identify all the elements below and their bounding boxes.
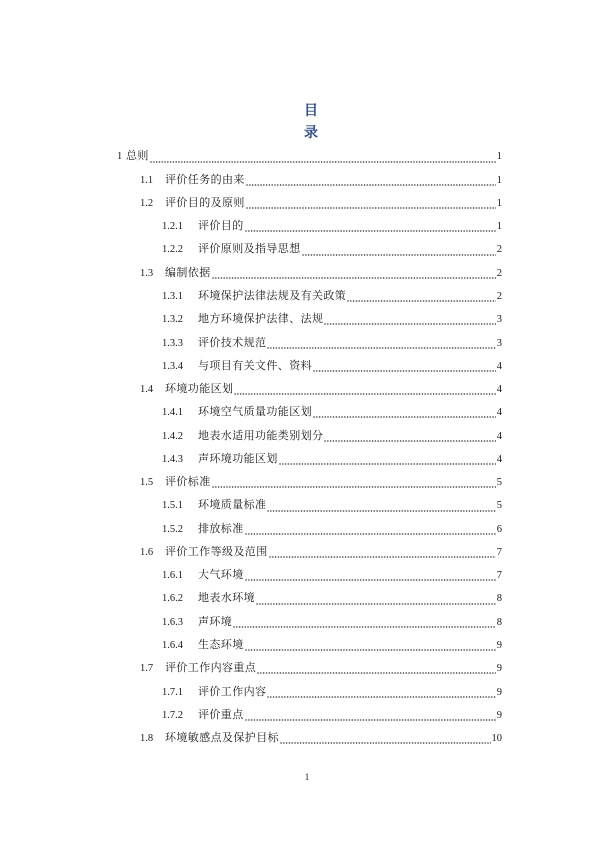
dot-leader	[256, 603, 496, 605]
toc-entry[interactable]	[117, 681, 502, 704]
toc-entry-page: 4	[496, 430, 502, 442]
dot-leader	[150, 161, 496, 163]
toc-entry[interactable]	[117, 285, 502, 308]
toc-entry[interactable]	[117, 169, 502, 192]
toc-entry[interactable]	[117, 634, 502, 657]
toc-entry-page: 2	[496, 244, 502, 256]
toc-entry-page: 1	[496, 221, 502, 233]
dot-leader	[313, 370, 496, 372]
toc-entry-number: 1.3.1	[162, 290, 183, 302]
toc-entry-page: 7	[496, 546, 502, 558]
toc-entry-title: 与项目有关文件、资料	[198, 359, 312, 372]
toc-entry-title: 声环境功能区划	[198, 452, 278, 465]
dot-leader	[245, 719, 496, 721]
toc-entry[interactable]	[117, 727, 502, 750]
toc-entry[interactable]	[117, 541, 502, 564]
dot-leader	[246, 184, 496, 186]
toc-entry-title: 环境保护法律法规及有关政策	[198, 289, 347, 302]
table-of-contents	[117, 145, 502, 750]
toc-entry-number: 1.2	[140, 197, 154, 209]
toc-entry-number: 1.8	[140, 733, 154, 745]
toc-entry[interactable]	[117, 564, 502, 587]
toc-entry-number: 1.2.2	[162, 244, 183, 256]
dot-leader	[212, 277, 496, 279]
toc-entry[interactable]	[117, 355, 502, 378]
dot-leader	[267, 347, 495, 349]
dot-leader	[267, 510, 495, 512]
toc-entry-page: 5	[496, 500, 502, 512]
dot-leader	[245, 533, 496, 535]
toc-entry-page: 2	[496, 267, 502, 279]
toc-entry-number: 1.5.2	[162, 523, 183, 535]
toc-entry-page: 2	[496, 290, 502, 302]
dot-leader	[280, 742, 491, 744]
toc-entry[interactable]	[117, 448, 502, 471]
toc-entry-number: 1.7.2	[162, 709, 183, 721]
toc-entry[interactable]	[117, 262, 502, 285]
toc-entry[interactable]	[117, 494, 502, 517]
toc-entry-page: 9	[496, 663, 502, 675]
toc-entry-title: 地表水适用功能类别划分	[198, 429, 324, 442]
toc-entry-page: 4	[496, 453, 502, 465]
toc-entry[interactable]	[117, 704, 502, 727]
toc-entry-title: 生态环境	[198, 638, 244, 651]
toc-entry-title: 评价工作等级及范围	[165, 545, 268, 558]
toc-entry-title: 总则	[126, 150, 149, 163]
toc-entry-title: 评价任务的由来	[165, 173, 245, 186]
toc-entry[interactable]	[117, 145, 502, 168]
toc-entry-number: 1.3	[140, 267, 154, 279]
toc-entry-number: 1.7.1	[162, 686, 183, 698]
toc-entry-title: 地方环境保护法律、法规	[198, 313, 324, 326]
toc-entry[interactable]	[117, 587, 502, 610]
toc-entry[interactable]	[117, 518, 502, 541]
toc-entry-title: 评价目的	[198, 220, 244, 233]
toc-entry-number: 1.6	[140, 546, 154, 558]
toc-entry-page: 1	[496, 151, 502, 163]
toc-entry[interactable]	[117, 308, 502, 331]
toc-entry-number: 1.6.2	[162, 593, 183, 605]
toc-entry-title: 排放标准	[198, 522, 244, 535]
toc-entry-page: 7	[496, 570, 502, 582]
dot-leader	[234, 393, 495, 395]
dot-leader	[233, 626, 496, 628]
toc-entry-number: 1.4.1	[162, 407, 183, 419]
dot-leader	[324, 440, 495, 442]
toc-entry-number: 1.3.4	[162, 360, 183, 372]
toc-entry-page: 6	[496, 523, 502, 535]
toc-entry-page: 5	[496, 477, 502, 489]
dot-leader	[245, 579, 496, 581]
dot-leader	[267, 696, 495, 698]
toc-entry-page: 4	[496, 360, 502, 372]
toc-entry-page: 1	[496, 197, 502, 209]
toc-entry-number: 1.6.4	[162, 639, 183, 651]
toc-entry-title: 评价目的及原则	[165, 196, 245, 209]
toc-entry[interactable]	[117, 611, 502, 634]
toc-entry[interactable]	[117, 238, 502, 261]
toc-heading: 目 录	[304, 104, 372, 141]
toc-entry[interactable]	[117, 332, 502, 355]
toc-entry-title: 环境质量标准	[198, 499, 267, 512]
dot-leader	[347, 300, 496, 302]
toc-entry-title: 评价原则及指导思想	[198, 243, 301, 256]
toc-entry-number: 1.4	[140, 384, 154, 396]
toc-entry[interactable]	[117, 215, 502, 238]
toc-entry-page: 1	[496, 174, 502, 186]
toc-entry-title: 环境功能区划	[165, 383, 234, 396]
toc-entry-page: 9	[496, 686, 502, 698]
toc-entry-title: 编制依据	[165, 266, 211, 279]
toc-entry-number: 1.5.1	[162, 500, 183, 512]
toc-entry-number: 1.5	[140, 477, 154, 489]
toc-entry-page: 9	[496, 709, 502, 721]
toc-entry[interactable]	[117, 425, 502, 448]
toc-entry-number: 1.4.3	[162, 453, 183, 465]
dot-leader	[246, 207, 496, 209]
toc-entry-title: 评价重点	[198, 708, 244, 721]
toc-entry-number: 1.4.2	[162, 430, 183, 442]
toc-entry-title: 评价工作内容重点	[165, 662, 257, 675]
toc-entry-number: 1.6.3	[162, 616, 183, 628]
toc-entry-title: 声环境	[198, 615, 233, 628]
toc-entry-page: 9	[496, 639, 502, 651]
toc-entry-title: 地表水环境	[198, 592, 255, 605]
dot-leader	[257, 672, 496, 674]
toc-entry[interactable]	[117, 657, 502, 680]
toc-entry-title: 评价标准	[165, 476, 211, 489]
dot-leader	[324, 323, 495, 325]
toc-entry-title: 环境敏感点及保护目标	[165, 732, 279, 745]
toc-entry-number: 1.3.2	[162, 314, 183, 326]
toc-entry-page: 8	[496, 593, 502, 605]
toc-entry-page: 4	[496, 407, 502, 419]
toc-entry-title: 环境空气质量功能区划	[198, 406, 312, 419]
toc-entry-title: 评价工作内容	[198, 685, 267, 698]
dot-leader	[245, 230, 496, 232]
toc-entry-page: 3	[496, 337, 502, 349]
toc-entry-number: 1.7	[140, 663, 154, 675]
toc-entry[interactable]	[117, 192, 502, 215]
toc-entry[interactable]	[117, 471, 502, 494]
dot-leader	[302, 254, 496, 256]
toc-entry-number: 1.1	[140, 174, 154, 186]
toc-entry-number: 1.2.1	[162, 221, 183, 233]
toc-entry-page: 10	[491, 733, 502, 745]
toc-entry-number: 1	[117, 151, 123, 163]
dot-leader	[269, 556, 496, 558]
dot-leader	[279, 463, 496, 465]
toc-entry-title: 大气环境	[198, 569, 244, 582]
toc-entry-page: 8	[496, 616, 502, 628]
toc-entry[interactable]	[117, 401, 502, 424]
page-number-footer: 1	[304, 772, 310, 782]
toc-entry[interactable]	[117, 378, 502, 401]
toc-entry-page: 4	[496, 384, 502, 396]
dot-leader	[245, 649, 496, 651]
toc-entry-page: 3	[496, 314, 502, 326]
toc-entry-number: 1.3.3	[162, 337, 183, 349]
dot-leader	[212, 486, 496, 488]
toc-entry-title: 评价技术规范	[198, 336, 267, 349]
toc-entry-number: 1.6.1	[162, 570, 183, 582]
dot-leader	[313, 416, 496, 418]
